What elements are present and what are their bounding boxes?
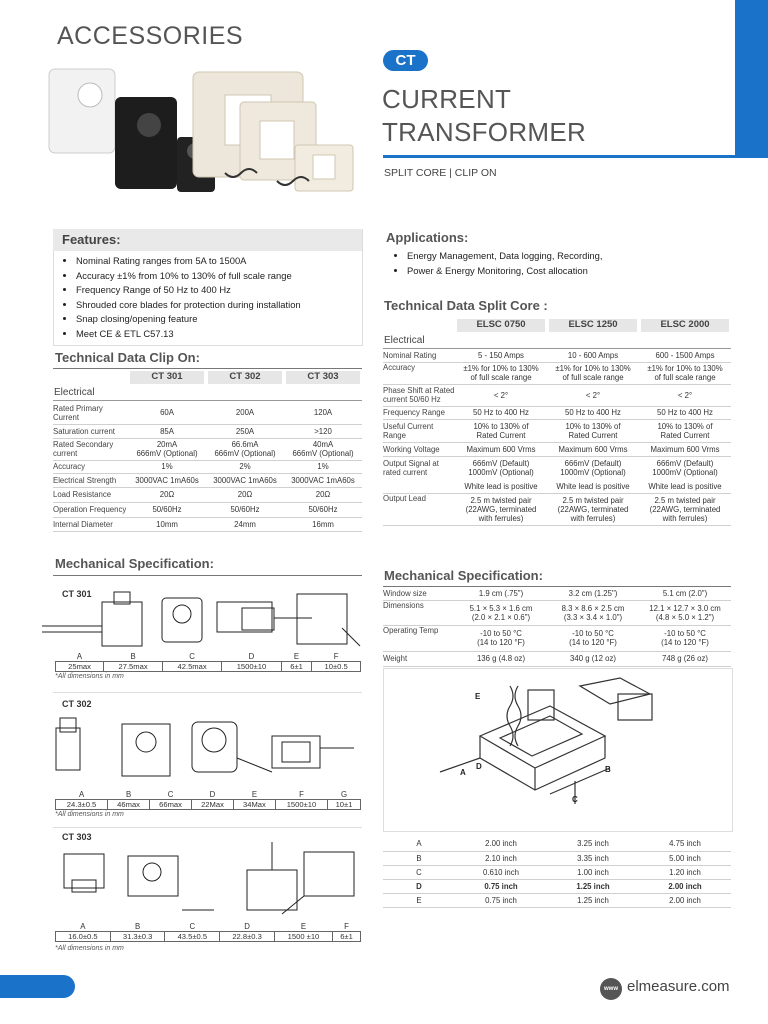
dim-value: 43.5±0.5: [165, 932, 220, 942]
cell: < 2°: [585, 390, 601, 400]
cell: < 2°: [493, 390, 509, 400]
cell: 10mm: [156, 519, 178, 529]
section-label: Electrical: [384, 335, 425, 346]
mech-right-table: [383, 587, 731, 667]
divider: [53, 575, 362, 576]
header-accent-bar: [735, 0, 768, 158]
dim-value: 6±1: [333, 932, 361, 942]
cell: 50/60Hz: [308, 505, 338, 514]
table-row: [383, 587, 731, 600]
cell: 748 g (26 oz): [662, 654, 708, 663]
list-item: • Power & Energy Monitoring, Cost allocation: [407, 264, 737, 279]
dimension-table: [383, 837, 731, 908]
split-core-title: Technical Data Split Core :: [384, 298, 548, 313]
cell: 5.1 cm (2.0"): [662, 588, 708, 598]
dim-value: 24.3±0.5: [56, 800, 108, 810]
table-row: [53, 460, 362, 473]
row-label: Saturation current: [53, 426, 115, 436]
cell: White lead is positive: [464, 481, 538, 491]
dim-head: E: [293, 652, 300, 661]
clip-on-table: [53, 371, 362, 384]
dim-value: 1500±10: [275, 800, 327, 810]
row-label: Rated Primary Current: [53, 403, 103, 422]
cell: 4.75 inch: [669, 839, 701, 849]
cell: 666mV (Default) 1000mV (Optional): [468, 459, 534, 478]
dim-head: F: [344, 922, 349, 931]
dim-head: E: [251, 790, 258, 799]
cell: 50 Hz to 400 Hz: [565, 408, 621, 417]
cell: White lead is positive: [556, 481, 630, 491]
cell: 66.6mA 666mV (Optional): [214, 440, 276, 458]
dim-note: *All dimensions in mm: [55, 945, 124, 952]
model-header: ELSC 1250: [549, 319, 637, 332]
list-item: • Accuracy ±1% from 10% to 130% of full scale range: [76, 269, 371, 284]
cell: Maximum 600 Vrms: [558, 444, 628, 454]
cell: 1%: [317, 462, 329, 471]
applications-title: Applications:: [386, 230, 469, 245]
table-row: [53, 402, 362, 424]
cell: 200A: [235, 408, 255, 418]
table-row: [383, 419, 731, 442]
model-header: CT 302: [208, 371, 282, 384]
dim-value: 10±0.5: [312, 662, 361, 672]
cell: 2.00 inch: [485, 839, 517, 849]
dim-head: C: [189, 922, 196, 931]
row-label: Weight: [383, 654, 408, 663]
row-label: D: [416, 881, 422, 891]
dim-value: 6±1: [281, 662, 311, 672]
row-label: A: [416, 839, 422, 849]
cell: 0.610 inch: [483, 867, 519, 877]
dim-value: 42.5max: [163, 662, 222, 672]
cell: 20Ω: [237, 490, 253, 499]
cell: 24mm: [234, 519, 256, 529]
model-label: CT 303: [62, 832, 92, 842]
features-title: Features:: [62, 232, 121, 247]
mech-right-title: Mechanical Specification:: [384, 568, 543, 583]
model-header: CT 303: [286, 371, 360, 384]
footer-accent: [0, 975, 75, 998]
dim-value: 25max: [56, 662, 104, 672]
applications-list: [393, 249, 737, 278]
cell: 10 - 600 Amps: [567, 350, 619, 360]
features-list: [62, 254, 371, 342]
table-row: [383, 651, 731, 666]
product-title-line2: TRANSFORMER: [382, 117, 587, 147]
list-item: • Shrouded core blades for protection during installation: [76, 298, 371, 313]
cell: 0.75 inch: [485, 895, 517, 905]
table-row: [53, 424, 362, 438]
dim-head: F: [333, 652, 339, 661]
section-title: ACCESSORIES: [57, 22, 244, 50]
dim-head: F: [299, 790, 304, 799]
ct301-dim-table: [55, 652, 361, 680]
section-label: Electrical: [54, 387, 95, 398]
dim-value: 1500±10: [222, 662, 282, 672]
cell: 0.75 inch: [484, 881, 518, 891]
diagram-label: E: [475, 692, 481, 701]
split-core-rows: [383, 349, 731, 526]
dim-head: C: [167, 790, 174, 799]
dim-value: 46max: [108, 800, 150, 810]
cell: >120: [314, 426, 332, 436]
cell: Maximum 600 Vrms: [650, 444, 720, 454]
clip-on-title: Technical Data Clip On:: [55, 350, 200, 365]
ct-badge: CT: [383, 50, 428, 71]
row-label: [383, 480, 455, 493]
cell: 5.00 inch: [669, 853, 701, 863]
ct303-dim-table: [55, 922, 361, 952]
table-row: [383, 442, 731, 456]
table-row: [383, 851, 731, 865]
row-label: Electrical Strength: [53, 475, 117, 485]
ct302-dim-table: [55, 790, 361, 818]
cell: 50/60Hz: [230, 505, 260, 514]
cell: 1%: [161, 462, 173, 471]
dim-value: 27.5max: [104, 662, 163, 672]
dim-head: G: [340, 790, 348, 799]
cell: 5 - 150 Amps: [478, 350, 524, 360]
dim-head: D: [244, 922, 250, 931]
cell: 20Ω: [315, 490, 331, 499]
cell: 5.1 × 5.3 × 1.6 cm (2.0 × 2.1 × 0.6"): [469, 603, 533, 622]
row-label: Output Lead: [383, 493, 426, 503]
table-row: [53, 473, 362, 487]
mech-left-title: Mechanical Specification:: [55, 556, 214, 571]
dim-note: *All dimensions in mm: [55, 673, 124, 680]
cell: -10 to 50 °C (14 to 120 °F): [661, 629, 709, 647]
table-row: [383, 493, 731, 525]
globe-icon: www: [600, 978, 622, 1000]
product-subtitle: SPLIT CORE | CLIP ON: [384, 167, 497, 179]
row-label: Nominal Rating: [383, 350, 437, 360]
cell: 1.20 inch: [669, 867, 701, 877]
cell: 12.1 × 12.7 × 3.0 cm (4.8 × 5.0 × 1.2"): [649, 603, 721, 622]
dim-head: A: [78, 790, 85, 799]
cell: 2.00 inch: [669, 895, 701, 905]
cell: 2.5 m twisted pair (22AWG, terminated with ferrules): [649, 495, 721, 523]
dim-head: D: [209, 790, 216, 799]
cell: 60A: [160, 408, 174, 418]
dim-head: D: [248, 652, 255, 661]
cell: 2.5 m twisted pair (22AWG, terminated with ferrules): [557, 495, 629, 523]
cell: 16mm: [312, 519, 334, 529]
list-item: • Meet CE & ETL C57.13: [76, 327, 371, 342]
row-label: Operating Temp: [383, 625, 439, 635]
cell: 50 Hz to 400 Hz: [473, 408, 529, 417]
cell: 2.00 inch: [668, 881, 702, 891]
table-row: [53, 438, 362, 460]
model-header: ELSC 0750: [457, 319, 545, 332]
diagram-label: A: [460, 768, 466, 777]
table-row: [53, 487, 362, 502]
row-label: Working Voltage: [383, 444, 440, 454]
cell: 600 - 1500 Amps: [655, 350, 715, 360]
cell: -10 to 50 °C (14 to 120 °F): [569, 629, 617, 647]
row-label: Output Signal at rated current: [383, 459, 439, 478]
cell: 1.9 cm (.75"): [478, 588, 524, 598]
list-item: • Nominal Rating ranges from 5A to 1500A: [76, 254, 371, 269]
website-link[interactable]: elmeasure.com: [627, 978, 730, 995]
list-item: • Frequency Range of 50 Hz to 400 Hz: [76, 283, 371, 298]
dim-value: 10±1: [328, 800, 361, 810]
dim-head: B: [135, 922, 141, 931]
cell: White lead is positive: [648, 481, 722, 491]
dim-value: 16.0±0.5: [56, 932, 111, 942]
cell: 2.5 m twisted pair (22AWG, terminated with ferrules): [465, 495, 537, 523]
cell: 20Ω: [159, 490, 175, 499]
dim-value: 66max: [150, 800, 192, 810]
split-core-header: [383, 319, 731, 332]
model-label: CT 302: [62, 699, 92, 709]
cell: 40mA 666mV (Optional): [292, 440, 354, 458]
cell: ±1% for 10% to 130% of full scale range: [463, 364, 539, 382]
table-row: [383, 837, 731, 851]
row-label: Rated Secondary current: [53, 440, 114, 458]
dim-value: 22.8±0.3: [220, 932, 275, 942]
cell: ±1% for 10% to 130% of full scale range: [647, 364, 723, 382]
table-row: [383, 384, 731, 406]
dim-head: B: [130, 652, 136, 661]
table-row: [383, 362, 731, 384]
dim-value: 34Max: [233, 800, 275, 810]
model-label: CT 301: [62, 589, 92, 599]
divider: [53, 368, 362, 369]
cell: ±1% for 10% to 130% of full scale range: [555, 364, 631, 382]
cell: 10% to 130% of Rated Current: [657, 421, 713, 440]
cell: 85A: [160, 426, 174, 436]
header-accent-line: [383, 155, 768, 158]
dim-note: *All dimensions in mm: [55, 811, 124, 818]
diagram-label: D: [476, 762, 482, 771]
split-core-diagram: [430, 676, 680, 826]
row-label: Accuracy: [53, 462, 86, 471]
cell: 136 g (4.8 oz): [476, 654, 526, 663]
row-label: Load Resistance: [53, 490, 112, 499]
dim-head: A: [80, 922, 86, 931]
table-row: [383, 349, 731, 362]
list-item: • Energy Management, Data logging, Recording,: [407, 249, 737, 264]
dim-value: 31.3±0.3: [110, 932, 165, 942]
ct303-drawing: [42, 840, 362, 920]
cell: 8.3 × 8.6 × 2.5 cm (3.3 × 3.4 × 1.0"): [561, 603, 625, 622]
dim-head: E: [300, 922, 307, 931]
cell: 10% to 130% of Rated Current: [473, 421, 529, 440]
cell: -10 to 50 °C (14 to 120 °F): [477, 629, 525, 647]
table-row: [383, 893, 731, 907]
cell: 666mV (Default) 1000mV (Optional): [652, 459, 718, 478]
cell: 2%: [239, 462, 251, 471]
cell: < 2°: [677, 390, 693, 400]
cell: 50 Hz to 400 Hz: [657, 408, 713, 417]
dim-head: C: [189, 652, 195, 661]
row-label: Useful Current Range: [383, 421, 434, 440]
divider: [53, 827, 362, 828]
row-label: Dimensions: [383, 600, 424, 610]
dim-value: 1500 ±10: [274, 932, 332, 942]
dim-head: A: [76, 652, 83, 661]
cell: 120A: [313, 408, 333, 418]
list-item: • Snap closing/opening feature: [76, 312, 371, 327]
cell: 2.10 inch: [485, 853, 517, 863]
cell: 340 g (12 oz): [570, 654, 616, 663]
dim-value: 22Max: [192, 800, 234, 810]
divider: [53, 400, 362, 401]
cell: 3.35 inch: [577, 853, 609, 863]
table-row: [383, 600, 731, 625]
model-header: ELSC 2000: [641, 319, 729, 332]
model-header: CT 301: [130, 371, 204, 384]
row-label: C: [416, 867, 422, 877]
cell: 1.25 inch: [577, 895, 609, 905]
table-row: [383, 865, 731, 879]
cell: 10% to 130% of Rated Current: [565, 421, 621, 440]
divider: [53, 692, 362, 693]
dim-head: B: [125, 790, 132, 799]
cell: Maximum 600 Vrms: [466, 444, 536, 454]
cell: 250A: [235, 426, 255, 436]
cell: 1.00 inch: [577, 867, 609, 877]
row-label: Internal Diameter: [53, 519, 113, 529]
ct302-drawing: [42, 708, 362, 788]
row-label: Window size: [383, 588, 427, 598]
table-row: [53, 502, 362, 517]
cell: 3000VAC 1mA60s: [291, 475, 355, 485]
table-row: [383, 625, 731, 651]
table-row: [383, 456, 731, 480]
row-label: Phase Shift at Rated current 50/60 Hz: [383, 386, 455, 404]
table-row: [383, 406, 731, 419]
row-label: Frequency Range: [383, 408, 445, 417]
row-label: B: [416, 853, 422, 863]
table-row: [383, 879, 731, 893]
cell: 666mV (Default) 1000mV (Optional): [560, 459, 626, 478]
row-label: Accuracy: [383, 362, 416, 372]
diagram-label: C: [572, 795, 578, 804]
table-row: [53, 517, 362, 531]
cell: 20mA 666mV (Optional): [136, 440, 198, 458]
row-label: Operation Frequency: [53, 505, 127, 514]
cell: 1.25 inch: [576, 881, 610, 891]
ct301-drawing: [42, 588, 362, 650]
row-label: E: [416, 895, 422, 905]
cell: 50/60Hz: [152, 505, 182, 514]
product-title-line1: CURRENT: [382, 84, 512, 114]
cell: 3.25 inch: [577, 839, 609, 849]
cell: 3.2 cm (1.25"): [568, 588, 618, 598]
cell: 3000VAC 1mA60s: [213, 475, 277, 485]
clip-on-rows: [53, 402, 362, 532]
diagram-label: B: [605, 765, 611, 774]
table-row: [383, 480, 731, 493]
cell: 3000VAC 1mA60s: [135, 475, 199, 485]
